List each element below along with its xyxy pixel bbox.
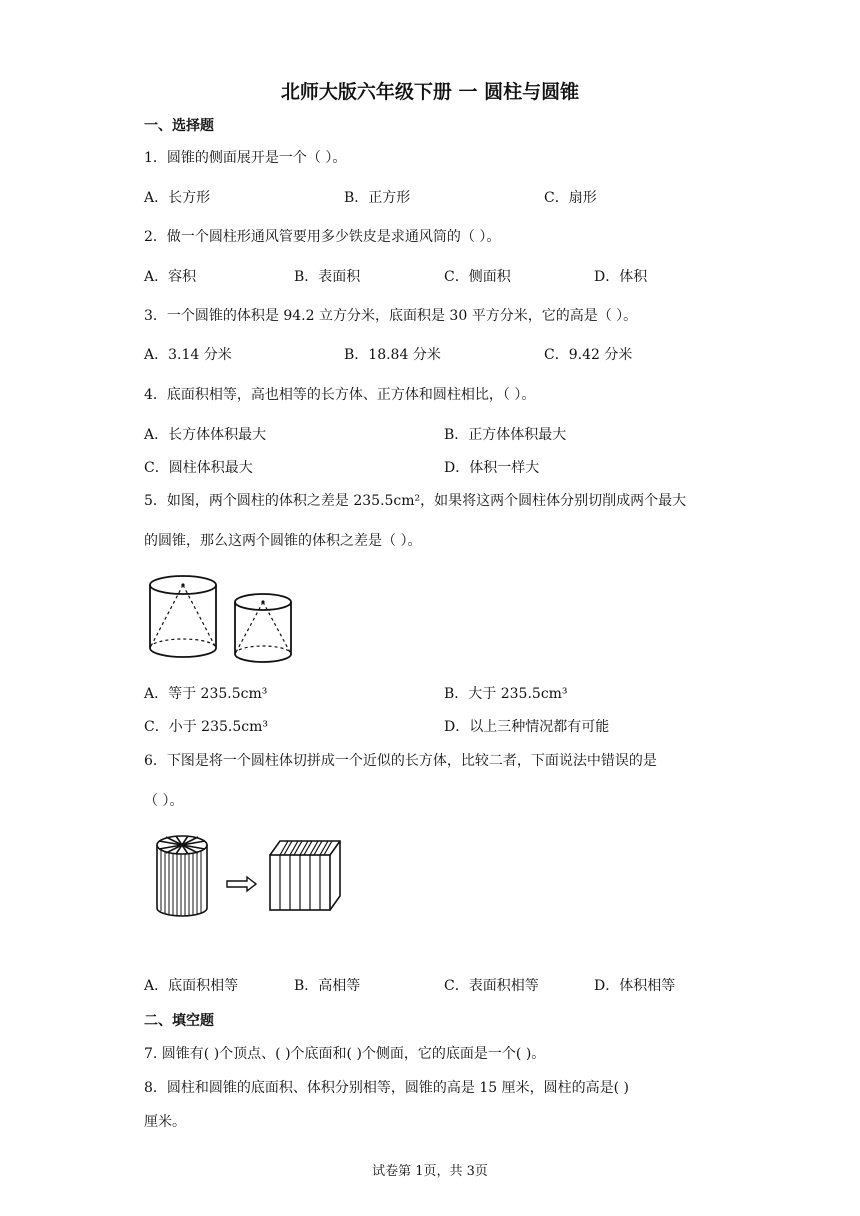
question-6-line-2: （ ）。 xyxy=(144,793,184,809)
section-heading-fill: 二、填空题 xyxy=(144,1013,214,1029)
question-7: 7. 圆锥有( )个顶点、( )个底面和( )个侧面，它的底面是一个( )。 xyxy=(144,1046,546,1062)
q2-option-b: B．表面积 xyxy=(294,269,361,285)
q3-option-a: A．3.14 分米 xyxy=(144,347,232,363)
q6-option-c: C．表面积相等 xyxy=(444,978,539,994)
q1-option-b: B．正方形 xyxy=(344,190,411,206)
question-8-line-2: 厘米。 xyxy=(144,1114,186,1130)
q6-option-b: B．高相等 xyxy=(294,978,361,994)
q4-option-b: B．正方体体积最大 xyxy=(444,427,567,443)
question-6-line-1: 6．下图是将一个圆柱体切拼成一个近似的长方体，比较二者，下面说法中错误的是 xyxy=(144,753,657,769)
q3-option-c: C．9.42 分米 xyxy=(544,347,633,363)
question-1: 1．圆锥的侧面展开是一个（ ）。 xyxy=(144,150,347,166)
question-3: 3．一个圆锥的体积是 94.2 立方分米，底面积是 30 平方分米，它的高是（ ）。 xyxy=(144,308,638,324)
question-5-line-2: 的圆锥，那么这两个圆锥的体积之差是（ ）。 xyxy=(144,533,422,549)
question-8-line-1: 8．圆柱和圆锥的底面积、体积分别相等，圆锥的高是 15 厘米，圆柱的高是( ) xyxy=(144,1080,629,1096)
q6-option-d: D．体积相等 xyxy=(594,978,676,994)
q2-option-a: A．容积 xyxy=(144,269,197,285)
q6-option-a: A．底面积相等 xyxy=(144,978,239,994)
q2-option-d: D．体积 xyxy=(594,269,648,285)
page-footer: 试卷第 1页，共 3页 xyxy=(372,1164,488,1179)
q3-option-b: B．18.84 分米 xyxy=(344,347,441,363)
section-heading-choice: 一、选择题 xyxy=(144,118,214,134)
question-4: 4．底面积相等，高也相等的长方体、正方体和圆柱相比，（ ）。 xyxy=(144,387,536,403)
q1-option-c: C．扇形 xyxy=(544,190,597,206)
cylinder-to-cuboid-figure xyxy=(152,833,352,918)
q1-option-a: A．长方形 xyxy=(144,190,211,206)
question-5-line-1: 5．如图，两个圆柱的体积之差是 235.5cm²，如果将这两个圆柱体分别切削成两个最大 xyxy=(144,493,687,509)
q4-option-a: A．长方体体积最大 xyxy=(144,427,267,443)
q5-option-d: D．以上三种情况都有可能 xyxy=(444,719,610,735)
q5-option-b: B．大于 235.5cm³ xyxy=(444,686,568,702)
q4-option-d: D．体积一样大 xyxy=(444,460,540,476)
q5-option-c: C．小于 235.5cm³ xyxy=(144,719,268,735)
question-2: 2．做一个圆柱形通风管要用多少铁皮是求通风筒的（ ）。 xyxy=(144,229,501,245)
q5-option-a: A．等于 235.5cm³ xyxy=(144,686,268,702)
q4-option-c: C．圆柱体积最大 xyxy=(144,460,253,476)
two-cylinders-with-cones-figure xyxy=(140,570,300,670)
page-title: 北师大版六年级下册 一 圆柱与圆锥 xyxy=(280,81,580,103)
q2-option-c: C．侧面积 xyxy=(444,269,511,285)
